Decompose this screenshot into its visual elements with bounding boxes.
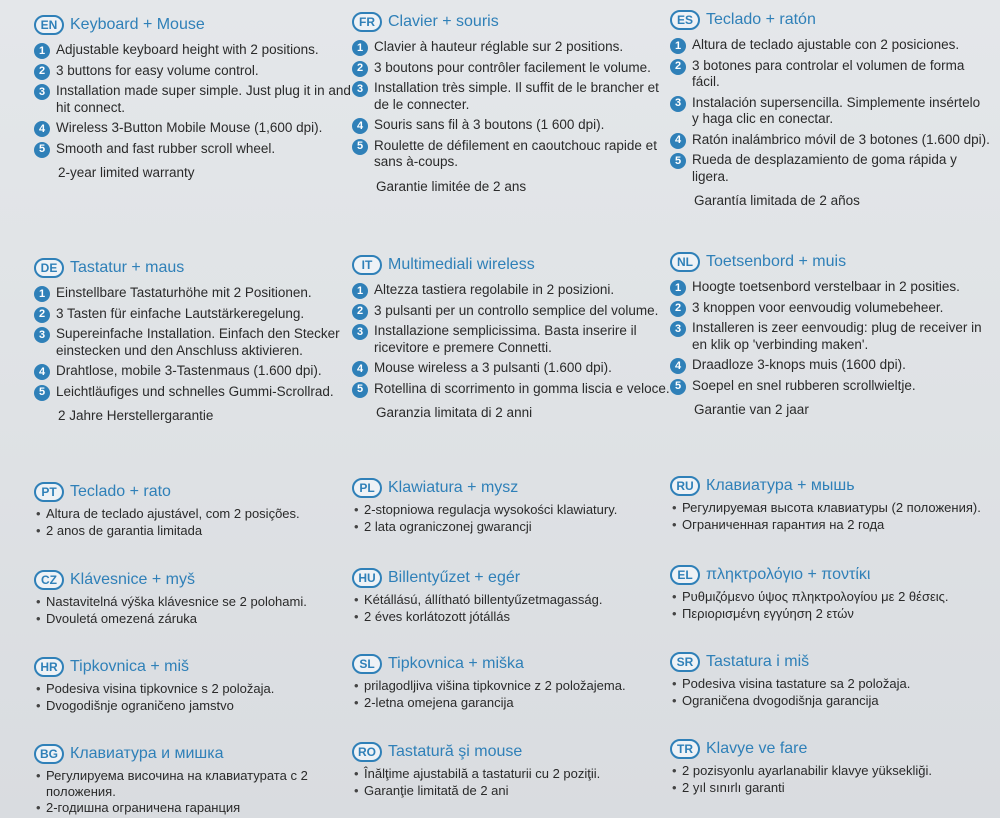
feature-item xyxy=(670,378,990,395)
bullet-item: • Dvouletá omezená záruka xyxy=(34,611,354,627)
feature-item xyxy=(670,58,990,91)
bullet-item: • Altura de teclado ajustável, com 2 posições. xyxy=(34,506,354,522)
feature-item xyxy=(352,303,672,320)
section-it xyxy=(352,252,672,421)
feature-text: Roulette de défilement en caoutchouc rapide et sans à-coups. xyxy=(374,137,657,169)
feature-text: Wireless 3-Button Mobile Mouse (1,600 dpi). xyxy=(56,120,323,135)
bullet-item: • Περιορισμένη εγγύηση 2 ετών xyxy=(670,606,990,622)
section-header xyxy=(34,255,354,281)
language-code-badge: HU xyxy=(352,568,382,588)
feature-item xyxy=(352,117,672,134)
language-code-badge: BG xyxy=(34,744,64,764)
section-header xyxy=(670,7,990,33)
step-number-icon: 5 xyxy=(352,382,368,398)
feature-list xyxy=(352,39,672,171)
bullet-item: • Регулируема височина на клавиатурата с 2 положения. xyxy=(34,768,354,799)
section-header xyxy=(352,252,672,278)
feature-text: Altura de teclado ajustable con 2 posiciones. xyxy=(692,37,960,52)
feature-list xyxy=(34,42,354,157)
section-title: Tastatură şi mouse xyxy=(388,743,523,760)
section-pl xyxy=(352,475,672,534)
step-number-icon: 2 xyxy=(670,301,686,317)
feature-text: 3 buttons for easy volume control. xyxy=(56,62,259,78)
feature-item xyxy=(34,285,354,302)
section-header xyxy=(670,249,990,275)
feature-list xyxy=(670,279,990,394)
step-number-icon: 4 xyxy=(34,121,50,137)
section-en xyxy=(34,12,354,181)
bullet-item: • Garanţie limitată de 2 ani xyxy=(352,783,672,799)
feature-item xyxy=(352,323,672,356)
warranty-note: Garantía limitada de 2 años xyxy=(694,193,860,208)
feature-text: Installation très simple. Il suffit de le brancher et de le connecter. xyxy=(374,80,659,112)
bullet-item: • 2 pozisyonlu ayarlanabilir klavye yüksekliği. xyxy=(670,763,990,779)
bullet-item: • Dvogodišnje ograničeno jamstvo xyxy=(34,698,354,714)
section-title: Klavye ve fare xyxy=(706,740,808,757)
section-nl xyxy=(670,249,990,418)
feature-item xyxy=(34,384,354,401)
language-code-badge: RO xyxy=(352,742,382,762)
section-header xyxy=(34,479,354,505)
bullet-item: • Kétállású, állítható billentyűzetmagasság. xyxy=(352,592,672,608)
section-ru xyxy=(670,473,990,532)
step-number-icon: 1 xyxy=(670,280,686,296)
language-code-badge: SL xyxy=(352,654,382,674)
section-hu xyxy=(352,565,672,624)
bullet-item: • 2 éves korlátozott jótállás xyxy=(352,609,672,625)
section-header xyxy=(670,649,990,675)
language-code-badge: IT xyxy=(352,255,382,275)
step-number-icon: 5 xyxy=(670,379,686,395)
bullet-item: • 2 lata ograniczonej gwarancji xyxy=(352,519,672,535)
language-code-badge: CZ xyxy=(34,570,64,590)
feature-item xyxy=(34,363,354,380)
feature-item xyxy=(34,306,354,323)
section-title: Tipkovnica + miš xyxy=(70,658,189,675)
step-number-icon: 4 xyxy=(670,358,686,374)
feature-text: 3 boutons pour contrôler facilement le volume. xyxy=(374,59,651,75)
section-title: Клавиатура и мишка xyxy=(70,745,224,762)
bullet-item: • Podesiva visina tastature sa 2 položaja. xyxy=(670,676,990,692)
section-title: Tastatura i miš xyxy=(706,653,810,670)
feature-item xyxy=(352,39,672,56)
step-number-icon: 5 xyxy=(670,153,686,169)
language-code-badge: PT xyxy=(34,482,64,502)
feature-item xyxy=(34,83,354,116)
section-header xyxy=(352,475,672,501)
feature-text: Mouse wireless a 3 pulsanti (1.600 dpi). xyxy=(374,360,612,375)
feature-text: Installeren is zeer eenvoudig: plug de receiver in en klik op 'verbinding maken'. xyxy=(692,320,982,352)
language-code-badge: PL xyxy=(352,478,382,498)
feature-list xyxy=(670,37,990,185)
bullet-item: • 2 anos de garantia limitada xyxy=(34,523,354,539)
section-title: Keyboard + Mouse xyxy=(70,16,205,33)
step-number-icon: 3 xyxy=(352,81,368,97)
section-header xyxy=(670,736,990,762)
warranty-note: Garanzia limitata di 2 anni xyxy=(376,405,533,420)
language-code-badge: NL xyxy=(670,252,700,272)
feature-list xyxy=(352,282,672,397)
section-title: Tipkovnica + miška xyxy=(388,655,524,672)
step-number-icon: 3 xyxy=(352,324,368,340)
section-bg xyxy=(34,741,354,816)
feature-text: Soepel en snel rubberen scrollwieltje. xyxy=(692,377,916,393)
feature-text: Rotellina di scorrimento in gomma liscia e veloce. xyxy=(374,380,670,396)
warranty-note: Garantie van 2 jaar xyxy=(694,402,809,417)
bullet-item: • 2-stopniowa regulacja wysokości klawiatury. xyxy=(352,502,672,518)
section-cz xyxy=(34,567,354,626)
feature-item xyxy=(670,37,990,54)
section-fr xyxy=(352,9,672,195)
bullet-item: • 2 yıl sınırlı garanti xyxy=(670,780,990,796)
language-code-badge: ES xyxy=(670,10,700,30)
feature-item xyxy=(352,80,672,113)
feature-text: Clavier à hauteur réglable sur 2 positions. xyxy=(374,39,624,54)
bullet-item: • Регулируемая высота клавиатуры (2 положения). xyxy=(670,500,990,516)
step-number-icon: 3 xyxy=(34,84,50,100)
section-de xyxy=(34,255,354,424)
warranty-note: Garantie limitée de 2 ans xyxy=(376,178,527,194)
bullet-item: • Ρυθμιζόμενο ύψος πληκτρολογίου με 2 θέσεις. xyxy=(670,589,990,605)
feature-text: 3 pulsanti per un controllo semplice del volume. xyxy=(374,302,659,318)
feature-text: Installation made super simple. Just plug it in and hit connect. xyxy=(56,83,351,115)
feature-item xyxy=(352,282,672,299)
section-pt xyxy=(34,479,354,538)
section-title: Toetsenbord + muis xyxy=(706,253,847,270)
feature-text: Draadloze 3-knops muis (1600 dpi). xyxy=(692,357,906,372)
language-code-badge: SR xyxy=(670,652,700,672)
feature-text: Souris sans fil à 3 boutons (1 600 dpi). xyxy=(374,117,605,132)
language-code-badge: TR xyxy=(670,739,700,759)
section-title: Клавиатура + мышь xyxy=(706,477,855,494)
feature-item xyxy=(34,326,354,359)
step-number-icon: 4 xyxy=(670,133,686,149)
bullet-item: • prilagodljiva višina tipkovnice z 2 položajema. xyxy=(352,678,672,694)
step-number-icon: 4 xyxy=(34,364,50,380)
section-ro xyxy=(352,739,672,798)
feature-item xyxy=(670,320,990,353)
feature-item xyxy=(34,120,354,137)
step-number-icon: 2 xyxy=(352,304,368,320)
step-number-icon: 3 xyxy=(670,321,686,337)
section-header xyxy=(34,654,354,680)
section-sl xyxy=(352,651,672,710)
bullet-item: • Înălţime ajustabilă a tastaturii cu 2 poziţii. xyxy=(352,766,672,782)
feature-item xyxy=(34,141,354,158)
section-header xyxy=(670,473,990,499)
bullet-item: • 2-годишна ограничена гаранция xyxy=(34,800,354,816)
step-number-icon: 3 xyxy=(34,327,50,343)
section-header xyxy=(352,739,672,765)
section-sr xyxy=(670,649,990,708)
section-header xyxy=(34,567,354,593)
step-number-icon: 1 xyxy=(34,43,50,59)
feature-item xyxy=(670,300,990,317)
section-header xyxy=(34,12,354,38)
language-code-badge: FR xyxy=(352,12,382,32)
feature-text: Installazione semplicissima. Basta inserire il ricevitore e premere Connetti. xyxy=(374,323,637,355)
language-code-badge: EN xyxy=(34,15,64,35)
warranty-note: 2-year limited warranty xyxy=(58,165,195,180)
step-number-icon: 4 xyxy=(352,361,368,377)
step-number-icon: 4 xyxy=(352,118,368,134)
section-header xyxy=(352,651,672,677)
section-title: Teclado + ratón xyxy=(706,11,816,28)
feature-item xyxy=(34,63,354,80)
step-number-icon: 3 xyxy=(670,96,686,112)
feature-item xyxy=(670,152,990,185)
section-title: Billentyűzet + egér xyxy=(388,569,521,586)
feature-text: Drahtlose, mobile 3-Tastenmaus (1.600 dpi). xyxy=(56,363,322,378)
section-header xyxy=(352,9,672,35)
step-number-icon: 2 xyxy=(34,64,50,80)
feature-text: Hoogte toetsenbord verstelbaar in 2 posities. xyxy=(692,279,960,294)
language-code-badge: EL xyxy=(670,565,700,585)
language-code-badge: RU xyxy=(670,476,700,496)
feature-text: Ratón inalámbrico móvil de 3 botones (1.600 dpi). xyxy=(692,131,990,147)
step-number-icon: 2 xyxy=(670,59,686,75)
bullet-item: • 2-letna omejena garancija xyxy=(352,695,672,711)
step-number-icon: 1 xyxy=(670,38,686,54)
feature-text: Supereinfache Installation. Einfach den Stecker einstecken und den Anschluss aktivieren. xyxy=(56,326,340,358)
feature-item xyxy=(352,138,672,171)
section-es xyxy=(670,7,990,209)
step-number-icon: 5 xyxy=(34,142,50,158)
section-header xyxy=(352,565,672,591)
bullet-item: • Ограниченная гарантия на 2 года xyxy=(670,517,990,533)
feature-item xyxy=(352,60,672,77)
feature-item xyxy=(34,42,354,59)
feature-item xyxy=(352,381,672,398)
section-title: Clavier + souris xyxy=(388,13,499,30)
feature-text: Adjustable keyboard height with 2 positions. xyxy=(56,42,319,57)
section-title: πληκτρολόγιο + ποντίκι xyxy=(706,566,871,583)
bullet-item: • Nastavitelná výška klávesnice se 2 polohami. xyxy=(34,594,354,610)
feature-item xyxy=(670,357,990,374)
feature-item xyxy=(670,95,990,128)
feature-list xyxy=(34,285,354,400)
language-code-badge: HR xyxy=(34,657,64,677)
feature-item xyxy=(670,132,990,149)
step-number-icon: 2 xyxy=(352,61,368,77)
section-el xyxy=(670,562,990,621)
section-header xyxy=(670,562,990,588)
feature-text: Leichtläufiges und schnelles Gummi-Scrollrad. xyxy=(56,383,334,399)
section-header xyxy=(34,741,354,767)
step-number-icon: 1 xyxy=(352,283,368,299)
step-number-icon: 5 xyxy=(34,385,50,401)
warranty-note: 2 Jahre Herstellergarantie xyxy=(58,408,214,423)
feature-text: 3 knoppen voor eenvoudig volumebeheer. xyxy=(692,299,944,315)
step-number-icon: 1 xyxy=(34,286,50,302)
section-hr xyxy=(34,654,354,713)
step-number-icon: 1 xyxy=(352,40,368,56)
section-title: Klávesnice + myš xyxy=(70,571,195,588)
bullet-item: • Podesiva visina tipkovnice s 2 položaja. xyxy=(34,681,354,697)
feature-text: Smooth and fast rubber scroll wheel. xyxy=(56,140,276,156)
feature-text: Altezza tastiera regolabile in 2 posizioni. xyxy=(374,282,615,297)
feature-item xyxy=(352,360,672,377)
feature-text: Instalación supersencilla. Simplemente insértelo y haga clic en conectar. xyxy=(692,94,981,126)
feature-text: Einstellbare Tastaturhöhe mit 2 Positionen. xyxy=(56,285,312,300)
step-number-icon: 5 xyxy=(352,139,368,155)
section-title: Teclado + rato xyxy=(70,483,171,500)
feature-text: 3 Tasten für einfache Lautstärkeregelung. xyxy=(56,305,305,321)
bullet-item: • Ograničena dvogodišnja garancija xyxy=(670,693,990,709)
feature-text: 3 botones para controlar el volumen de forma fácil. xyxy=(692,57,965,89)
section-tr xyxy=(670,736,990,795)
step-number-icon: 2 xyxy=(34,307,50,323)
feature-text: Rueda de desplazamiento de goma rápida y ligera. xyxy=(692,152,957,184)
section-title: Klawiatura + mysz xyxy=(388,479,519,496)
language-code-badge: DE xyxy=(34,258,64,278)
section-title: Tastatur + maus xyxy=(70,259,185,276)
feature-item xyxy=(670,279,990,296)
section-title: Multimediali wireless xyxy=(388,256,535,273)
